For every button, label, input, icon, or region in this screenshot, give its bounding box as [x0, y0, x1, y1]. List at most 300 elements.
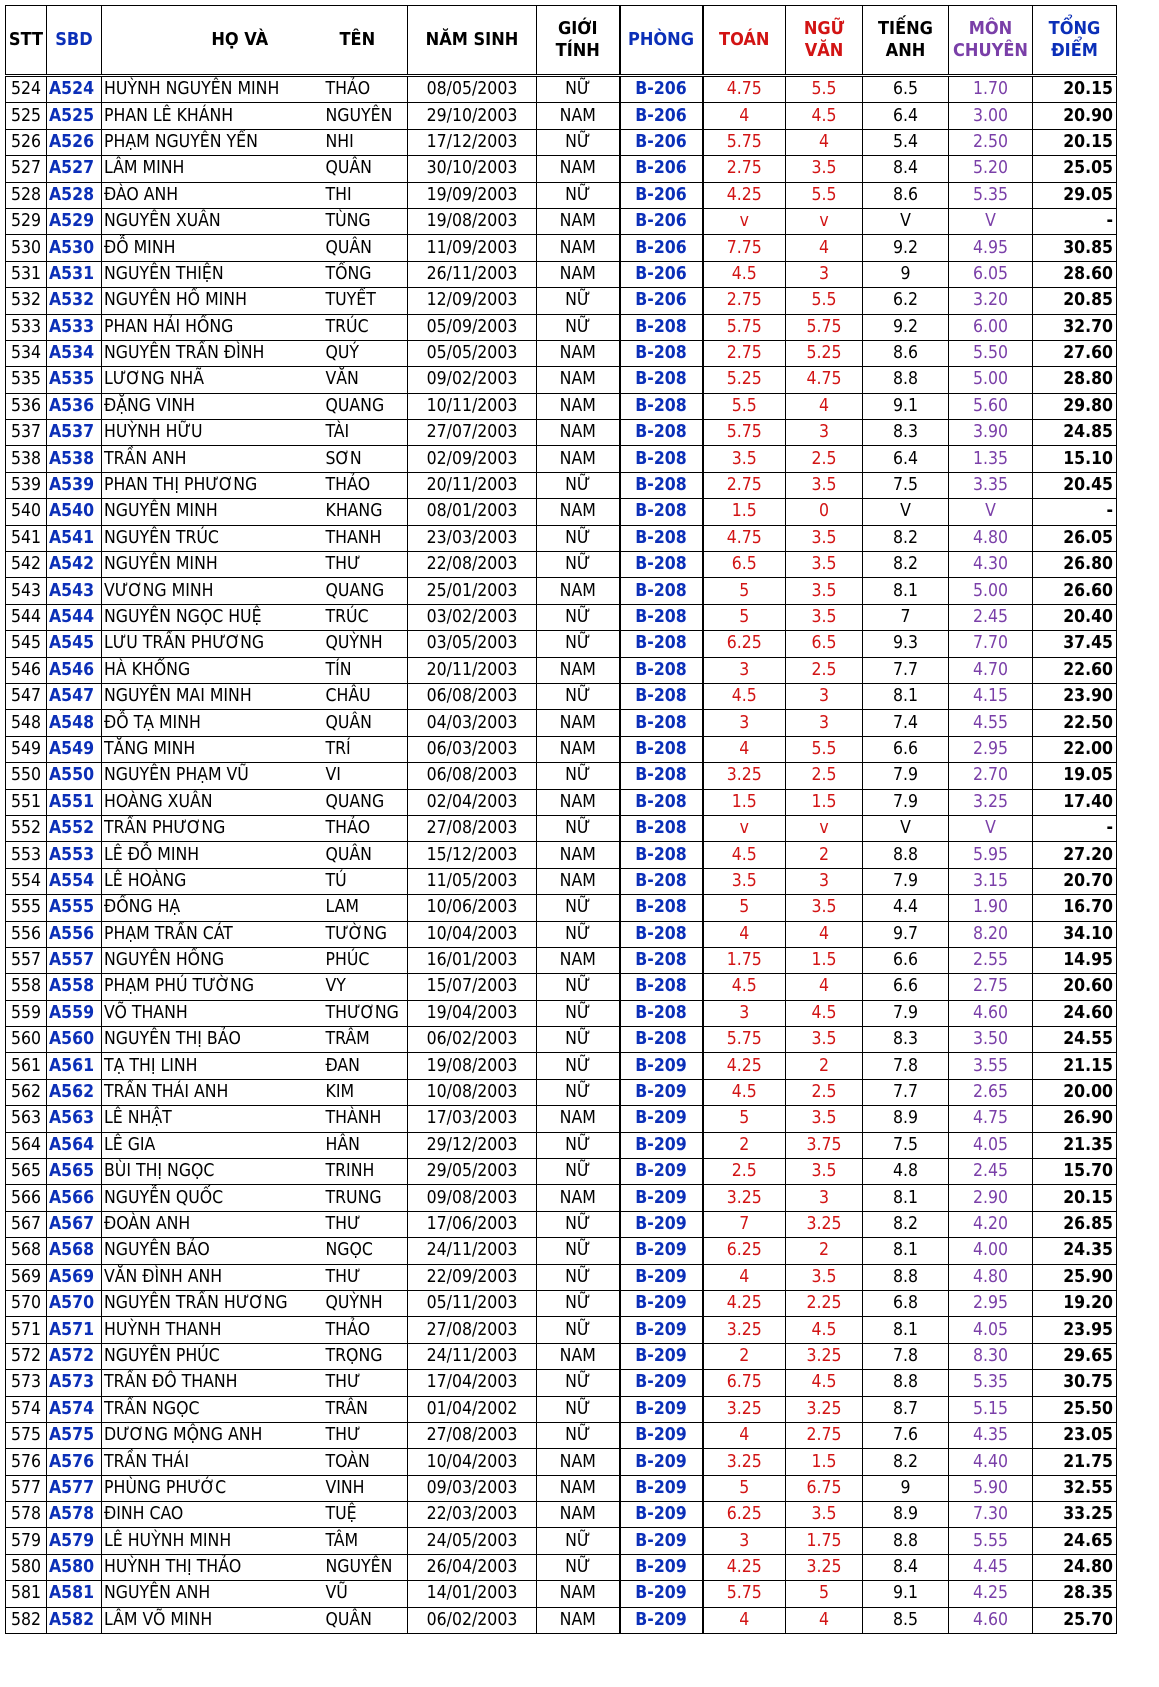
cell-ngu-van: 5.5: [786, 288, 863, 314]
header-mon-chuyen: MÔN CHUYÊN: [949, 6, 1033, 76]
cell-ho-va: HUỲNH THỊ THẢO: [102, 1554, 318, 1580]
cell-toan: 2.75: [703, 288, 786, 314]
cell-mon-chuyen: 3.00: [949, 103, 1033, 129]
header-stt: STT: [6, 6, 47, 76]
cell-ngu-van: 4.5: [786, 1000, 863, 1026]
cell-toan: 6.25: [703, 1502, 786, 1528]
cell-tong-diem: 20.60: [1033, 974, 1117, 1000]
cell-ngu-van: 5.5: [786, 736, 863, 762]
cell-mon-chuyen: 4.15: [949, 683, 1033, 709]
table-row: [6, 1343, 1117, 1369]
cell-sbd: A551: [47, 789, 102, 815]
cell-ngu-van: 2.5: [786, 763, 863, 789]
cell-ten: QUỲNH: [318, 631, 408, 657]
cell-mon-chuyen: 4.60: [949, 1000, 1033, 1026]
cell-tong-diem: 25.05: [1033, 156, 1117, 182]
cell-stt: 544: [6, 604, 47, 630]
cell-ten: LAM: [318, 895, 408, 921]
cell-sbd: A549: [47, 736, 102, 762]
cell-ngu-van: 3.5: [786, 604, 863, 630]
cell-ngu-van: 3: [786, 868, 863, 894]
header-sbd: SBD: [47, 6, 102, 76]
cell-phong: B-209: [620, 1502, 703, 1528]
cell-toan: 4.75: [703, 525, 786, 551]
cell-ten: TRUNG: [318, 1185, 408, 1211]
cell-phong: B-209: [620, 1106, 703, 1132]
cell-tieng-anh: 8.4: [863, 1554, 949, 1580]
cell-sbd: A574: [47, 1396, 102, 1422]
cell-toan: 3: [703, 1000, 786, 1026]
cell-tieng-anh: 8.3: [863, 1027, 949, 1053]
table-row: [6, 499, 1117, 525]
cell-ten: PHÚC: [318, 947, 408, 973]
cell-ho-va: NGUYỄN TRÚC: [102, 525, 318, 551]
cell-ten: TÚ: [318, 868, 408, 894]
cell-tong-diem: 20.15: [1033, 76, 1117, 103]
cell-toan: 3.25: [703, 1396, 786, 1422]
cell-tong-diem: 17.40: [1033, 789, 1117, 815]
cell-nam-sinh: 15/12/2003: [408, 842, 537, 868]
cell-ho-va: HUỲNH THANH: [102, 1317, 318, 1343]
cell-sbd: A538: [47, 446, 102, 472]
cell-nam-sinh: 19/09/2003: [408, 182, 537, 208]
cell-stt: 543: [6, 578, 47, 604]
cell-tieng-anh: 9.2: [863, 235, 949, 261]
cell-mon-chuyen: 5.35: [949, 1370, 1033, 1396]
cell-gioi-tinh: NỮ: [537, 1528, 620, 1554]
cell-tieng-anh: V: [863, 208, 949, 234]
cell-tong-diem: 24.35: [1033, 1238, 1117, 1264]
cell-ho-va: ĐẶNG VINH: [102, 393, 318, 419]
cell-mon-chuyen: 4.80: [949, 1264, 1033, 1290]
table-row: [6, 129, 1117, 155]
cell-stt: 536: [6, 393, 47, 419]
cell-phong: B-206: [620, 261, 703, 287]
cell-tong-diem: -: [1033, 815, 1117, 841]
cell-tieng-anh: 8.1: [863, 1317, 949, 1343]
cell-ngu-van: 4.75: [786, 367, 863, 393]
cell-gioi-tinh: NỮ: [537, 895, 620, 921]
cell-sbd: A577: [47, 1475, 102, 1501]
cell-ten: TOÀN: [318, 1449, 408, 1475]
cell-gioi-tinh: NAM: [537, 1185, 620, 1211]
cell-tong-diem: 25.50: [1033, 1396, 1117, 1422]
cell-nam-sinh: 17/03/2003: [408, 1106, 537, 1132]
cell-gioi-tinh: NAM: [537, 367, 620, 393]
cell-ten: TÙNG: [318, 208, 408, 234]
cell-stt: 568: [6, 1238, 47, 1264]
table-row: [6, 1185, 1117, 1211]
cell-ngu-van: 4: [786, 1607, 863, 1633]
cell-ngu-van: 4.5: [786, 1370, 863, 1396]
cell-ten: THƯ: [318, 1422, 408, 1448]
table-row: [6, 1396, 1117, 1422]
cell-sbd: A573: [47, 1370, 102, 1396]
cell-tong-diem: 20.45: [1033, 472, 1117, 498]
cell-tieng-anh: 8.8: [863, 1370, 949, 1396]
cell-sbd: A542: [47, 552, 102, 578]
cell-ngu-van: 1.5: [786, 947, 863, 973]
cell-toan: 6.25: [703, 631, 786, 657]
table-row: [6, 974, 1117, 1000]
cell-tong-diem: 20.00: [1033, 1079, 1117, 1105]
cell-stt: 531: [6, 261, 47, 287]
cell-tong-diem: 20.15: [1033, 1185, 1117, 1211]
cell-mon-chuyen: 3.35: [949, 472, 1033, 498]
cell-gioi-tinh: NỮ: [537, 1159, 620, 1185]
cell-mon-chuyen: 5.50: [949, 340, 1033, 366]
cell-tieng-anh: 9: [863, 261, 949, 287]
cell-sbd: A572: [47, 1343, 102, 1369]
cell-sbd: A553: [47, 842, 102, 868]
table-row: [6, 815, 1117, 841]
cell-toan: 4.25: [703, 1554, 786, 1580]
cell-stt: 526: [6, 129, 47, 155]
cell-ngu-van: 3.25: [786, 1343, 863, 1369]
table-row: [6, 472, 1117, 498]
table-row: [6, 1370, 1117, 1396]
cell-ten: THẢO: [318, 76, 408, 103]
cell-ho-va: HOÀNG XUÂN: [102, 789, 318, 815]
cell-ten: TRỌNG: [318, 1343, 408, 1369]
cell-gioi-tinh: NỮ: [537, 631, 620, 657]
cell-sbd: A576: [47, 1449, 102, 1475]
cell-mon-chuyen: 3.50: [949, 1027, 1033, 1053]
cell-toan: 5.75: [703, 1027, 786, 1053]
cell-ngu-van: 4: [786, 235, 863, 261]
cell-tong-diem: 20.15: [1033, 129, 1117, 155]
cell-tong-diem: -: [1033, 208, 1117, 234]
cell-stt: 542: [6, 552, 47, 578]
cell-tieng-anh: 7.9: [863, 763, 949, 789]
cell-sbd: A526: [47, 129, 102, 155]
cell-toan: v: [703, 815, 786, 841]
cell-ngu-van: 3.5: [786, 1264, 863, 1290]
cell-tieng-anh: 9.2: [863, 314, 949, 340]
cell-mon-chuyen: 4.70: [949, 657, 1033, 683]
table-row: [6, 393, 1117, 419]
cell-phong: B-208: [620, 842, 703, 868]
cell-tong-diem: 23.90: [1033, 683, 1117, 709]
cell-gioi-tinh: NAM: [537, 340, 620, 366]
cell-gioi-tinh: NAM: [537, 1475, 620, 1501]
cell-toan: 4.25: [703, 1053, 786, 1079]
cell-sbd: A560: [47, 1027, 102, 1053]
cell-mon-chuyen: 5.95: [949, 842, 1033, 868]
cell-phong: B-206: [620, 76, 703, 103]
cell-ho-va: ĐỖ TẠ MINH: [102, 710, 318, 736]
cell-stt: 575: [6, 1422, 47, 1448]
cell-ten: NGỌC: [318, 1238, 408, 1264]
cell-mon-chuyen: 3.20: [949, 288, 1033, 314]
table-row: [6, 921, 1117, 947]
cell-gioi-tinh: NAM: [537, 103, 620, 129]
cell-sbd: A575: [47, 1422, 102, 1448]
cell-ngu-van: 6.75: [786, 1475, 863, 1501]
cell-mon-chuyen: 4.05: [949, 1132, 1033, 1158]
cell-ngu-van: 2.5: [786, 657, 863, 683]
cell-ho-va: LƯU TRẦN PHƯƠNG: [102, 631, 318, 657]
cell-nam-sinh: 05/09/2003: [408, 314, 537, 340]
cell-stt: 546: [6, 657, 47, 683]
cell-ho-va: NGUYỄN QUỐC: [102, 1185, 318, 1211]
cell-phong: B-206: [620, 182, 703, 208]
table-row: [6, 261, 1117, 287]
cell-gioi-tinh: NỮ: [537, 921, 620, 947]
cell-mon-chuyen: 2.70: [949, 763, 1033, 789]
cell-toan: 6.25: [703, 1238, 786, 1264]
cell-ho-va: VƯƠNG MINH: [102, 578, 318, 604]
table-row: [6, 446, 1117, 472]
cell-tong-diem: 23.95: [1033, 1317, 1117, 1343]
cell-phong: B-208: [620, 868, 703, 894]
cell-tieng-anh: V: [863, 499, 949, 525]
cell-tieng-anh: 8.3: [863, 420, 949, 446]
cell-phong: B-206: [620, 129, 703, 155]
cell-stt: 564: [6, 1132, 47, 1158]
cell-ho-va: LÊ NHẬT: [102, 1106, 318, 1132]
cell-toan: 4.5: [703, 974, 786, 1000]
cell-nam-sinh: 09/08/2003: [408, 1185, 537, 1211]
cell-sbd: A578: [47, 1502, 102, 1528]
cell-nam-sinh: 24/11/2003: [408, 1343, 537, 1369]
cell-nam-sinh: 30/10/2003: [408, 156, 537, 182]
cell-tong-diem: 27.20: [1033, 842, 1117, 868]
table-row: [6, 340, 1117, 366]
cell-stt: 561: [6, 1053, 47, 1079]
cell-ngu-van: 4: [786, 921, 863, 947]
cell-ngu-van: 3.25: [786, 1211, 863, 1237]
cell-tong-diem: 32.70: [1033, 314, 1117, 340]
cell-tong-diem: 24.85: [1033, 420, 1117, 446]
cell-ngu-van: 4: [786, 974, 863, 1000]
cell-tieng-anh: 8.9: [863, 1106, 949, 1132]
cell-nam-sinh: 29/05/2003: [408, 1159, 537, 1185]
cell-ho-va: HUỲNH NGUYỄN MINH: [102, 76, 318, 103]
cell-gioi-tinh: NỮ: [537, 1554, 620, 1580]
cell-mon-chuyen: 2.95: [949, 1290, 1033, 1316]
cell-gioi-tinh: NỮ: [537, 76, 620, 103]
cell-gioi-tinh: NỮ: [537, 1290, 620, 1316]
cell-tong-diem: 20.90: [1033, 103, 1117, 129]
cell-mon-chuyen: 2.55: [949, 947, 1033, 973]
cell-nam-sinh: 04/03/2003: [408, 710, 537, 736]
cell-nam-sinh: 05/11/2003: [408, 1290, 537, 1316]
cell-stt: 576: [6, 1449, 47, 1475]
cell-gioi-tinh: NỮ: [537, 1027, 620, 1053]
cell-ten: THẢO: [318, 815, 408, 841]
header-row: [6, 6, 1117, 76]
cell-phong: B-208: [620, 578, 703, 604]
cell-tieng-anh: 8.5: [863, 1607, 949, 1633]
cell-gioi-tinh: NAM: [537, 842, 620, 868]
cell-ho-va: TRẦN PHƯƠNG: [102, 815, 318, 841]
cell-ngu-van: 1.5: [786, 1449, 863, 1475]
cell-gioi-tinh: NỮ: [537, 1264, 620, 1290]
cell-stt: 545: [6, 631, 47, 657]
cell-stt: 527: [6, 156, 47, 182]
cell-sbd: A581: [47, 1581, 102, 1607]
cell-mon-chuyen: 4.00: [949, 1238, 1033, 1264]
cell-tong-diem: 14.95: [1033, 947, 1117, 973]
cell-ngu-van: 2: [786, 842, 863, 868]
cell-nam-sinh: 22/08/2003: [408, 552, 537, 578]
cell-stt: 532: [6, 288, 47, 314]
cell-tong-diem: 16.70: [1033, 895, 1117, 921]
cell-nam-sinh: 10/11/2003: [408, 393, 537, 419]
cell-toan: 3: [703, 710, 786, 736]
cell-stt: 582: [6, 1607, 47, 1633]
cell-ten: TRÂM: [318, 1027, 408, 1053]
cell-phong: B-208: [620, 420, 703, 446]
cell-phong: B-209: [620, 1185, 703, 1211]
cell-sbd: A531: [47, 261, 102, 287]
cell-tong-diem: 24.65: [1033, 1528, 1117, 1554]
cell-ho-va: ĐỒNG HẠ: [102, 895, 318, 921]
cell-tieng-anh: 7.5: [863, 1132, 949, 1158]
cell-sbd: A557: [47, 947, 102, 973]
cell-mon-chuyen: 4.55: [949, 710, 1033, 736]
table-row: [6, 208, 1117, 234]
cell-toan: 4.5: [703, 261, 786, 287]
cell-phong: B-209: [620, 1238, 703, 1264]
cell-nam-sinh: 09/03/2003: [408, 1475, 537, 1501]
cell-sbd: A535: [47, 367, 102, 393]
cell-tieng-anh: V: [863, 815, 949, 841]
cell-gioi-tinh: NAM: [537, 446, 620, 472]
cell-stt: 580: [6, 1554, 47, 1580]
cell-gioi-tinh: NỮ: [537, 552, 620, 578]
cell-stt: 551: [6, 789, 47, 815]
cell-stt: 579: [6, 1528, 47, 1554]
cell-ho-va: NGUYỄN PHẠM VŨ: [102, 763, 318, 789]
cell-ho-va: NGUYỄN THỊ BẢO: [102, 1027, 318, 1053]
cell-ngu-van: 3.5: [786, 1106, 863, 1132]
cell-sbd: A544: [47, 604, 102, 630]
cell-mon-chuyen: 6.05: [949, 261, 1033, 287]
cell-sbd: A582: [47, 1607, 102, 1633]
cell-ho-va: PHAN THỊ PHƯƠNG: [102, 472, 318, 498]
cell-ten: CHÂU: [318, 683, 408, 709]
cell-phong: B-208: [620, 631, 703, 657]
cell-mon-chuyen: 8.30: [949, 1343, 1033, 1369]
cell-nam-sinh: 29/12/2003: [408, 1132, 537, 1158]
cell-tieng-anh: 6.8: [863, 1290, 949, 1316]
cell-stt: 570: [6, 1290, 47, 1316]
cell-phong: B-209: [620, 1053, 703, 1079]
cell-ngu-van: 3.75: [786, 1132, 863, 1158]
cell-ho-va: PHAN HẢI HỒNG: [102, 314, 318, 340]
cell-ho-va: PHÙNG PHƯỚC: [102, 1475, 318, 1501]
cell-nam-sinh: 06/03/2003: [408, 736, 537, 762]
cell-nam-sinh: 22/03/2003: [408, 1502, 537, 1528]
cell-phong: B-209: [620, 1396, 703, 1422]
cell-ngu-van: v: [786, 815, 863, 841]
cell-tong-diem: 24.60: [1033, 1000, 1117, 1026]
cell-gioi-tinh: NAM: [537, 578, 620, 604]
cell-phong: B-209: [620, 1607, 703, 1633]
cell-gioi-tinh: NỮ: [537, 1317, 620, 1343]
cell-gioi-tinh: NỮ: [537, 763, 620, 789]
cell-gioi-tinh: NAM: [537, 1581, 620, 1607]
cell-nam-sinh: 26/04/2003: [408, 1554, 537, 1580]
cell-sbd: A579: [47, 1528, 102, 1554]
cell-ho-va: NGUYỄN XUÂN: [102, 208, 318, 234]
cell-gioi-tinh: NAM: [537, 1449, 620, 1475]
table-row: [6, 1528, 1117, 1554]
cell-ngu-van: 5.5: [786, 76, 863, 103]
table-row: [6, 1502, 1117, 1528]
cell-stt: 540: [6, 499, 47, 525]
cell-tieng-anh: 8.2: [863, 1211, 949, 1237]
cell-phong: B-208: [620, 657, 703, 683]
cell-tieng-anh: 9.1: [863, 1581, 949, 1607]
cell-tong-diem: 30.85: [1033, 235, 1117, 261]
cell-gioi-tinh: NỮ: [537, 314, 620, 340]
cell-stt: 552: [6, 815, 47, 841]
cell-sbd: A568: [47, 1238, 102, 1264]
cell-toan: 5.75: [703, 1581, 786, 1607]
cell-mon-chuyen: 2.95: [949, 736, 1033, 762]
cell-tong-diem: 22.50: [1033, 710, 1117, 736]
cell-sbd: A539: [47, 472, 102, 498]
cell-ho-va: NGUYỄN ANH: [102, 1581, 318, 1607]
cell-ten: QUANG: [318, 393, 408, 419]
table-row: [6, 868, 1117, 894]
cell-toan: 5: [703, 604, 786, 630]
cell-mon-chuyen: 7.70: [949, 631, 1033, 657]
cell-tieng-anh: 8.1: [863, 578, 949, 604]
cell-toan: 2.75: [703, 340, 786, 366]
cell-stt: 565: [6, 1159, 47, 1185]
cell-sbd: A534: [47, 340, 102, 366]
cell-gioi-tinh: NAM: [537, 1607, 620, 1633]
cell-tong-diem: 22.60: [1033, 657, 1117, 683]
cell-tong-diem: 24.55: [1033, 1027, 1117, 1053]
cell-gioi-tinh: NAM: [537, 1106, 620, 1132]
cell-ho-va: TRẦN THÁI: [102, 1449, 318, 1475]
cell-tieng-anh: 8.6: [863, 182, 949, 208]
cell-toan: 1.5: [703, 789, 786, 815]
cell-tong-diem: 15.10: [1033, 446, 1117, 472]
cell-ten: THƯ: [318, 1370, 408, 1396]
cell-sbd: A565: [47, 1159, 102, 1185]
cell-phong: B-209: [620, 1211, 703, 1237]
cell-gioi-tinh: NỮ: [537, 683, 620, 709]
cell-phong: B-209: [620, 1581, 703, 1607]
table-row: [6, 1264, 1117, 1290]
cell-ten: THẢO: [318, 472, 408, 498]
cell-stt: 539: [6, 472, 47, 498]
cell-mon-chuyen: 2.45: [949, 604, 1033, 630]
cell-phong: B-209: [620, 1317, 703, 1343]
cell-ho-va: NGUYỄN NGỌC HUỆ: [102, 604, 318, 630]
cell-gioi-tinh: NAM: [537, 261, 620, 287]
cell-gioi-tinh: NAM: [537, 1502, 620, 1528]
cell-mon-chuyen: 3.15: [949, 868, 1033, 894]
cell-mon-chuyen: 4.95: [949, 235, 1033, 261]
cell-phong: B-209: [620, 1343, 703, 1369]
cell-tieng-anh: 8.8: [863, 1528, 949, 1554]
cell-phong: B-208: [620, 974, 703, 1000]
cell-tong-diem: 25.90: [1033, 1264, 1117, 1290]
cell-ho-va: NGUYỄN MINH: [102, 499, 318, 525]
header-tong-diem: TỔNG ĐIỂM: [1033, 6, 1117, 76]
cell-sbd: A540: [47, 499, 102, 525]
cell-tieng-anh: 7.9: [863, 789, 949, 815]
cell-sbd: A580: [47, 1554, 102, 1580]
cell-ho-va: TẠ THỊ LINH: [102, 1053, 318, 1079]
